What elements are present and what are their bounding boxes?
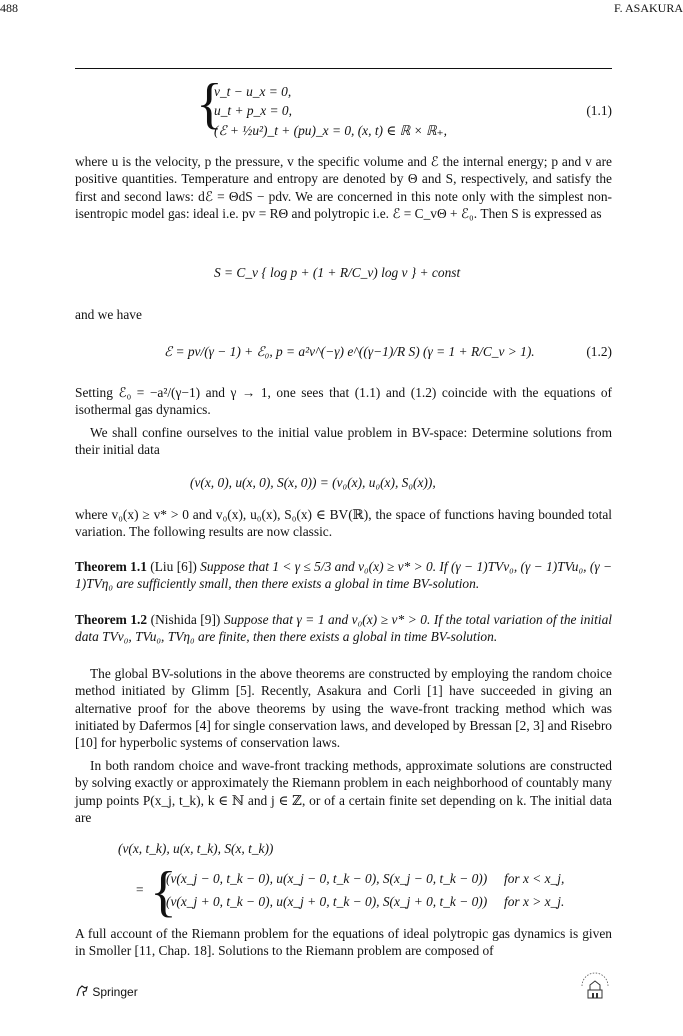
theorem-1-1-statement: Suppose that 1 < γ ≤ 5/3 and v₀(x) ≥ v* > 0. If (γ − 1)TVv₀, (γ − 1)TVu₀, (γ − 1)TVη₀ are sufficiently small, then there exists a global in time BV-solution. <box>75 559 612 592</box>
paragraph-bv-functions: where v₀(x) ≥ v* > 0 and v₀(x), u₀(x), S₀(x) ∈ BV(ℝ), the space of functions having bounded total variation. The following results are now classic. <box>75 507 612 540</box>
theorem-1-1 <box>75 558 612 593</box>
eq-riemann-case-right: (v(x_j + 0, t_k − 0), u(x_j + 0, t_k − 0), S(x_j + 0, t_k − 0)) <box>166 894 488 909</box>
riemann-brace: { <box>150 861 177 923</box>
publisher-name: Springer <box>92 985 138 999</box>
running-author: F. ASAKURA <box>613 1 683 15</box>
theorem-1-2 <box>75 611 612 646</box>
eq-1-1-line-3: (ℰ + ½u²)_t + (pu)_x = 0, (x, t) ∈ ℝ × ℝ₊, <box>214 123 447 138</box>
eq-riemann-cond-left: for x < x_j, <box>504 871 565 886</box>
left-brace: { <box>196 73 223 135</box>
springer-horse-icon <box>75 984 89 998</box>
eq-1-2-number: (1.2) <box>586 344 612 359</box>
theorem-1-2-label: Theorem 1.2 <box>75 612 148 627</box>
paragraph-and-we-have: and we have <box>75 307 142 322</box>
theorem-1-2-statement: Suppose that γ = 1 and v₀(x) ≥ v* > 0. If the total variation of the initial data TVv₀, TVu₀, TVη₀ are finite, then there exists a global in time BV-solution. <box>75 612 613 645</box>
eq-1-1-number: (1.1) <box>586 103 612 118</box>
paragraph-riemann-methods: In both random choice and wave-front tracking methods, approximate solutions are constructed by solving exactly or approximately the Riemann problem in each neighborhood of countably many jump points P(x_j, t_k), k ∈ ℕ and j ∈ ℤ, or of a certain finite set depending on k. The initial data are <box>75 758 612 825</box>
paragraph-smoller: A full account of the Riemann problem for the equations of ideal polytropic gas dynamics is given in Smoller [11, Chap. 18]. Solutions to the Riemann problem are composed of <box>75 926 612 959</box>
paragraph-global-bv: The global BV-solutions in the above theorems are constructed by employing the random choice method initiated by Glimm [5]. Recently, Asakura and Corli [1] have succeeded in giving an alternative proof for the above theorems by using the wave-front tracking method which was initiated by Dafermos [4] for single conservation laws, and developed by Bressan [2, 3] and Risebro [10] for hyperbolic systems of conservation laws. <box>75 666 612 751</box>
eq-riemann-case-left: (v(x_j − 0, t_k − 0), u(x_j − 0, t_k − 0), S(x_j − 0, t_k − 0)) <box>166 871 488 886</box>
publisher-logo <box>75 984 138 1001</box>
running-header <box>0 0 683 16</box>
paragraph-isothermal: Setting ℰ₀ = −a²/(γ−1) and γ → 1, one sees that (1.1) and (1.2) coincide with the equations of isothermal gas dynamics. <box>75 385 612 418</box>
paragraph-bv-space: We shall confine ourselves to the initial value problem in BV-space: Determine solutions from their initial data <box>75 425 612 458</box>
page-number: 488 <box>0 1 18 15</box>
theorem-1-1-attribution: (Liu [6]) <box>150 559 197 574</box>
eq-1-1-line-2: u_t + p_x = 0, <box>214 103 292 118</box>
paragraph-variables: where u is the velocity, p the pressure, v the specific volume and ℰ the internal energy; p and v are positive quantities. Temperature and entropy are denoted by Θ and S, respectively, and satisfy the first and second laws: dℰ = ΘdS − pdv. We are concerned in this note only with the simplest non-isentropic model gas: ideal i.e. pv = RΘ and polytropic i.e. ℰ = C_vΘ + ℰ₀. Then S is expressed as <box>75 154 612 221</box>
theorem-1-1-label: Theorem 1.1 <box>75 559 147 574</box>
theorem-1-2-attribution: (Nishida [9]) <box>150 612 221 627</box>
eq-initial-data: (v(x, 0), u(x, 0), S(x, 0)) = (v₀(x), u₀(x), S₀(x)), <box>190 475 436 490</box>
journal-emblem-icon <box>578 972 612 1002</box>
header-rule <box>75 68 612 69</box>
eq-1-1-line-1: v_t − u_x = 0, <box>214 84 292 99</box>
equals-sign: = <box>136 882 144 897</box>
eq-riemann-cond-right: for x > x_j. <box>504 894 565 909</box>
eq-riemann-lhs: (v(x, t_k), u(x, t_k), S(x, t_k)) <box>118 841 274 856</box>
eq-1-2: ℰ = pv/(γ − 1) + ℰ₀, p = a²v^(−γ) e^((γ−1)/R S) (γ = 1 + R/C_v > 1). <box>164 344 535 359</box>
eq-entropy: S = C_v { log p + (1 + R/C_v) log v } + const <box>214 265 461 280</box>
